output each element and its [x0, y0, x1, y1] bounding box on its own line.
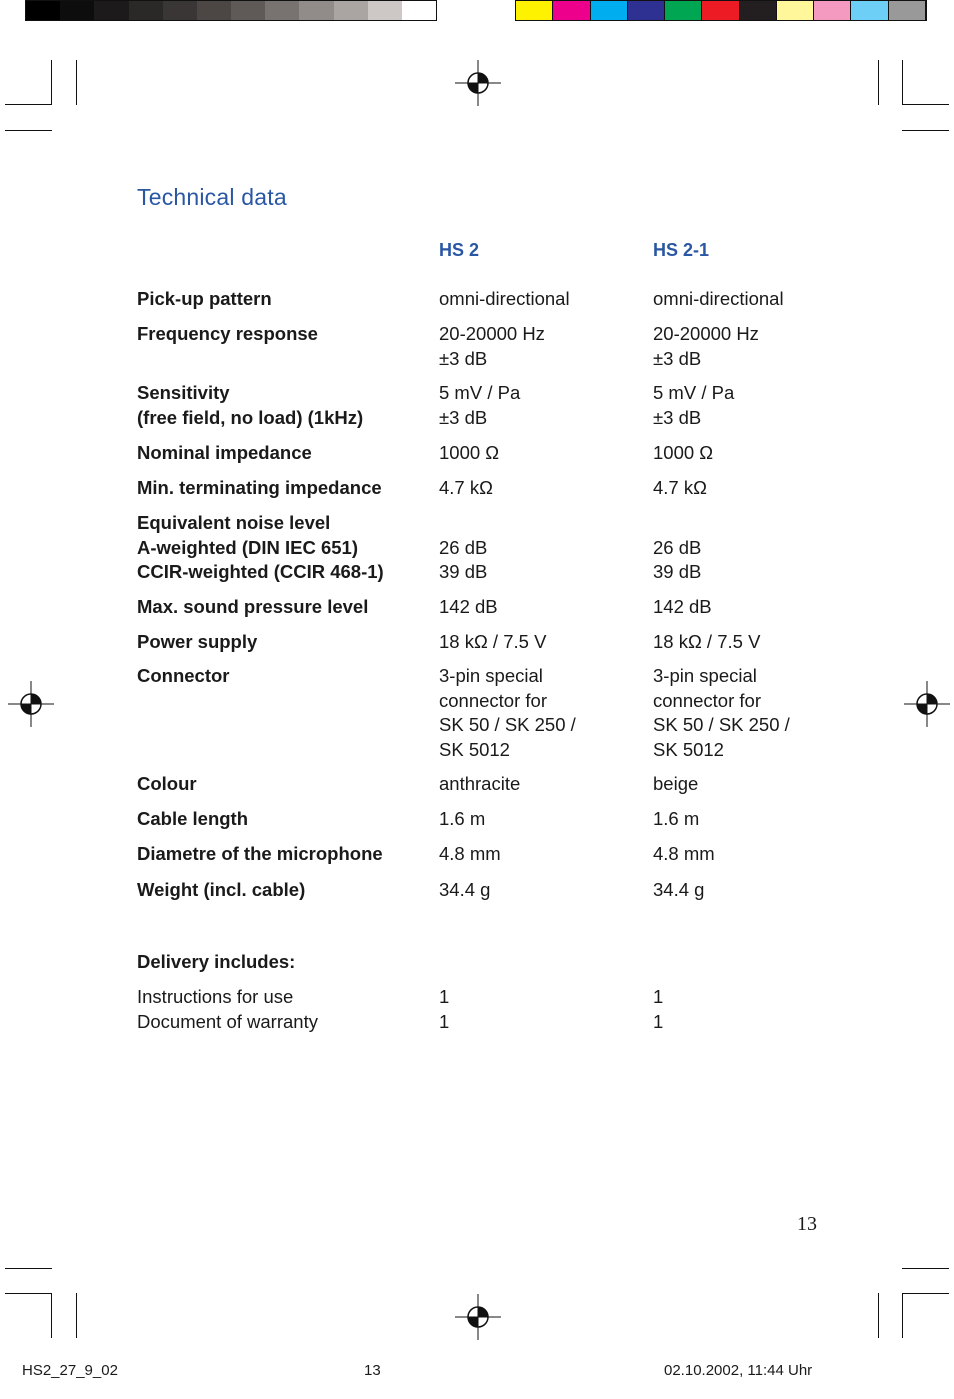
spec-value-hs2-line: ±3 dB [439, 406, 488, 428]
crop-mark [5, 1293, 52, 1294]
spec-label [137, 381, 363, 430]
spec-value-hs2-1-line: 4.7 kΩ [653, 477, 707, 498]
spec-value-hs2-line: 34.4 g [439, 879, 491, 900]
spec-value-hs2-line: anthracite [439, 773, 521, 794]
color-patch-swatch [553, 1, 590, 20]
color-patch-swatch [814, 1, 851, 20]
spec-value-hs2-1 [653, 595, 712, 620]
spec-value-hs2-line: SK 50 / SK 250 / [439, 714, 576, 735]
spec-label [137, 664, 230, 689]
spec-label-line: Sensitivity [137, 382, 230, 403]
gray-step-swatch [265, 1, 299, 20]
color-patch-swatch [665, 1, 702, 20]
spec-value-hs2-1-line: connector for [653, 689, 761, 711]
registration-mark-icon [904, 681, 950, 727]
crop-mark [76, 60, 77, 105]
spec-value-hs2-1 [653, 511, 701, 585]
spec-value-hs2 [439, 476, 493, 501]
spec-value-hs2-line: 142 dB [439, 596, 498, 617]
crop-mark [51, 60, 52, 105]
spec-label [137, 878, 305, 903]
spec-label-line: Frequency response [137, 323, 318, 344]
crop-mark [902, 1293, 949, 1294]
crop-mark [902, 130, 949, 131]
grayscale-calibration-bar [25, 0, 437, 21]
color-patch-swatch [889, 1, 926, 20]
registration-mark-icon [8, 681, 54, 727]
spec-value-hs2-1-line: omni-directional [653, 288, 784, 309]
gray-step-swatch [402, 1, 436, 20]
spec-label-line: Power supply [137, 631, 258, 652]
spec-value-hs2-1-line: 34.4 g [653, 879, 705, 900]
crop-mark [902, 1293, 903, 1338]
spec-value-hs2-1 [653, 441, 713, 466]
spec-label-line: Cable length [137, 808, 249, 829]
spec-value-hs2-line: 5 mV / Pa [439, 382, 521, 403]
delivery-heading: Delivery includes: [137, 951, 296, 972]
spec-label [137, 322, 318, 347]
gray-step-swatch [368, 1, 402, 20]
spec-label [137, 441, 312, 466]
spec-value-hs2-line: 1000 Ω [439, 442, 500, 463]
spec-label-line: Min. terminating impedance [137, 477, 382, 498]
spec-label [137, 287, 272, 312]
spec-label-line: Connector [137, 665, 230, 686]
spec-label [137, 511, 384, 585]
spec-value-hs2-line: 18 kΩ / 7.5 V [439, 631, 547, 652]
spec-value-hs2-1 [653, 322, 759, 371]
gray-step-swatch [163, 1, 197, 20]
spec-value-hs2-1-line: 20-20000 Hz [653, 323, 759, 344]
gray-step-swatch [94, 1, 128, 20]
color-patch-swatch [740, 1, 777, 20]
spec-value-hs2-1-line: 4.8 mm [653, 843, 715, 864]
spec-value-hs2 [439, 842, 501, 867]
gray-step-swatch [60, 1, 94, 20]
spec-value-hs2-1-line: 1.6 m [653, 808, 700, 829]
slug-page: 13 [364, 1362, 381, 1379]
spec-label-line: Equivalent noise level [137, 512, 331, 533]
delivery-qty-hs2: 1 [439, 986, 450, 1007]
spec-value-hs2-1-line: 3-pin special [653, 665, 757, 686]
slug-filename: HS2_27_9_02 [22, 1362, 118, 1379]
spec-label-line: (free field, no load) (1kHz) [137, 406, 364, 428]
crop-mark [5, 1268, 52, 1269]
spec-label-line: Colour [137, 773, 197, 794]
spec-value-hs2-1 [653, 807, 699, 832]
spec-value-hs2-1-line: ±3 dB [653, 347, 702, 369]
spec-value-hs2-1-line: 18 kΩ / 7.5 V [653, 631, 761, 652]
spec-value-hs2 [439, 322, 545, 371]
crop-mark [5, 130, 52, 131]
spec-value-hs2 [439, 664, 576, 762]
spec-label-line: Max. sound pressure level [137, 596, 369, 617]
spec-value-hs2-line: 3-pin special [439, 665, 543, 686]
spec-value-hs2-1-line: 1000 Ω [653, 442, 714, 463]
spec-value-hs2-1-line: 26 dB [653, 536, 702, 558]
spec-value-hs2 [439, 772, 520, 797]
spec-value-hs2-line: 20-20000 Hz [439, 323, 545, 344]
spec-value-hs2-line: 4.7 kΩ [439, 477, 493, 498]
spec-label [137, 630, 257, 655]
delivery-qty-hs2-1: 1 [653, 986, 664, 1007]
spec-value-hs2 [439, 287, 570, 312]
spec-value-hs2-1-line: beige [653, 773, 699, 794]
spec-value-hs2-1 [653, 630, 760, 655]
spec-value-hs2-1-line: SK 5012 [653, 738, 724, 760]
spec-value-hs2-1-line: ±3 dB [653, 406, 702, 428]
gray-step-swatch [299, 1, 333, 20]
spec-value-hs2 [439, 595, 498, 620]
crop-mark [76, 1293, 77, 1338]
page-title: Technical data [137, 184, 287, 210]
crop-mark [902, 60, 903, 105]
slug-date: 02.10.2002, 11:44 Uhr [664, 1362, 813, 1379]
page-number: 13 [797, 1213, 817, 1235]
delivery-item-label: Document of warranty [137, 1011, 318, 1032]
spec-label [137, 842, 383, 867]
color-patch-swatch [628, 1, 665, 20]
delivery-qty-hs2: 1 [439, 1011, 450, 1032]
spec-label-line: Weight (incl. cable) [137, 879, 306, 900]
spec-label-line: Nominal impedance [137, 442, 312, 463]
column-header-hs2: HS 2 [439, 240, 480, 260]
color-patch-swatch [516, 1, 553, 20]
spec-label [137, 772, 197, 797]
column-header-hs2-1: HS 2-1 [653, 240, 710, 260]
spec-value-hs2-1 [653, 287, 784, 312]
spec-value-hs2-line: 1.6 m [439, 808, 486, 829]
spec-value-hs2-1-line: 39 dB [653, 561, 702, 582]
spec-value-hs2-1-line: 142 dB [653, 596, 712, 617]
spec-value-hs2-line: ±3 dB [439, 347, 488, 369]
spec-value-hs2-line: omni-directional [439, 288, 570, 309]
spec-value-hs2-1-line [653, 511, 701, 536]
spec-value-hs2-line: 4.8 mm [439, 843, 501, 864]
gray-step-swatch [197, 1, 231, 20]
crop-mark [902, 104, 949, 105]
spec-value-hs2 [439, 630, 546, 655]
spec-value-hs2 [439, 381, 520, 430]
spec-value-hs2 [439, 441, 499, 466]
spec-label [137, 595, 368, 620]
spec-value-hs2-1 [653, 664, 790, 762]
spec-value-hs2-1 [653, 381, 734, 430]
spec-value-hs2-1-line: 5 mV / Pa [653, 382, 735, 403]
spec-label [137, 476, 382, 501]
spec-value-hs2-line: SK 5012 [439, 738, 510, 760]
spec-label-line: Diametre of the microphone [137, 843, 383, 864]
spec-value-hs2-1 [653, 772, 698, 797]
spec-value-hs2-1 [653, 878, 704, 903]
spec-value-hs2 [439, 511, 487, 585]
registration-mark-icon [455, 1294, 501, 1340]
crop-mark [878, 60, 879, 105]
spec-value-hs2-1-line: SK 50 / SK 250 / [653, 714, 790, 735]
crop-mark [51, 1293, 52, 1338]
color-calibration-bar [515, 0, 927, 21]
gray-step-swatch [334, 1, 368, 20]
delivery-qty-hs2-1: 1 [653, 1011, 664, 1032]
color-patch-swatch [591, 1, 628, 20]
registration-mark-icon [455, 60, 501, 106]
gray-step-swatch [231, 1, 265, 20]
spec-label-line: Pick-up pattern [137, 288, 272, 309]
delivery-item-label: Instructions for use [137, 986, 294, 1007]
spec-value-hs2-line: 26 dB [439, 536, 488, 558]
color-patch-swatch [702, 1, 739, 20]
spec-value-hs2-1 [653, 842, 715, 867]
crop-mark [902, 1268, 949, 1269]
crop-mark [5, 104, 52, 105]
spec-value-hs2 [439, 807, 485, 832]
spec-value-hs2-line [439, 511, 487, 536]
spec-label-line: CCIR-weighted (CCIR 468-1) [137, 561, 384, 582]
gray-step-swatch [129, 1, 163, 20]
color-patch-swatch [851, 1, 888, 20]
spec-value-hs2-line: connector for [439, 689, 547, 711]
spec-label [137, 807, 248, 832]
spec-value-hs2 [439, 878, 490, 903]
crop-mark [878, 1293, 879, 1338]
color-patch-swatch [777, 1, 814, 20]
gray-step-swatch [26, 1, 60, 20]
spec-label-line: A-weighted (DIN IEC 651) [137, 536, 358, 558]
spec-value-hs2-line: 39 dB [439, 561, 488, 582]
spec-value-hs2-1 [653, 476, 707, 501]
